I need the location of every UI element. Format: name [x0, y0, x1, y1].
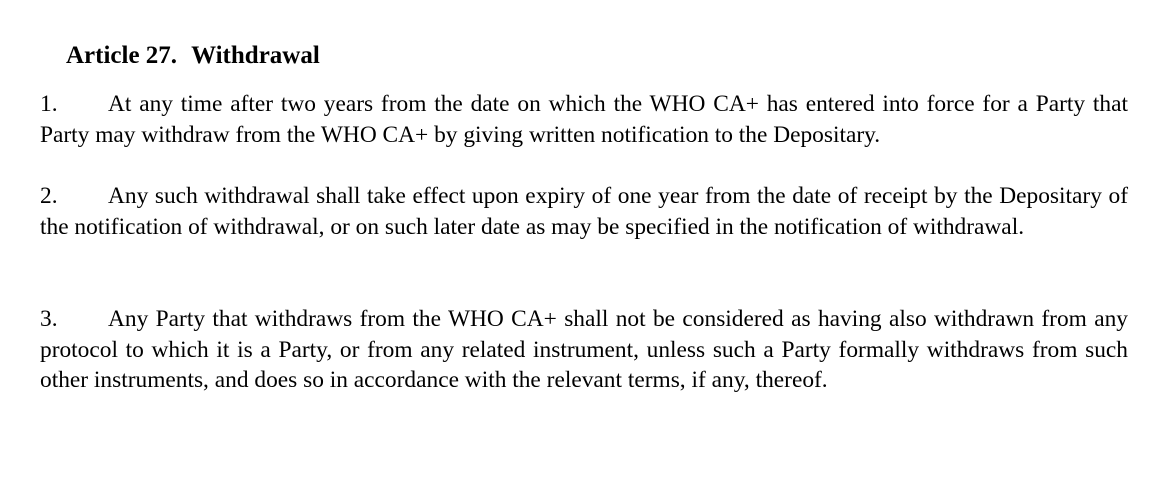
paragraph-text: Any Party that withdraws from the WHO CA+ shall not be considered as having also withdrawn from any protocol to which it is a Party, or from any related instrument, unless such a Party formally withdraws from such other instruments, and does so in accordance with the relevant terms, if any, thereof.	[40, 306, 1128, 394]
paragraph-1	[40, 89, 1128, 150]
paragraph-text: Any such withdrawal shall take effect upon expiry of one year from the date of receipt by the Depositary of the notification of withdrawal, or on such later date as may be specified in the notification of withdrawal.	[40, 183, 1128, 240]
article-number: Article 27.	[66, 42, 178, 69]
paragraph-number: 2.	[40, 183, 58, 209]
article-title: Withdrawal	[191, 42, 320, 69]
paragraph-2	[40, 181, 1128, 242]
paragraph-number: 1.	[40, 91, 58, 117]
paragraph-text: At any time after two years from the date on which the WHO CA+ has entered into force for a Party that Party may withdraw from the WHO CA+ by giving written notification to the Depositary.	[40, 91, 1128, 148]
paragraph-3	[40, 304, 1128, 396]
paragraph-number: 3.	[40, 306, 58, 332]
article-heading	[66, 41, 320, 71]
